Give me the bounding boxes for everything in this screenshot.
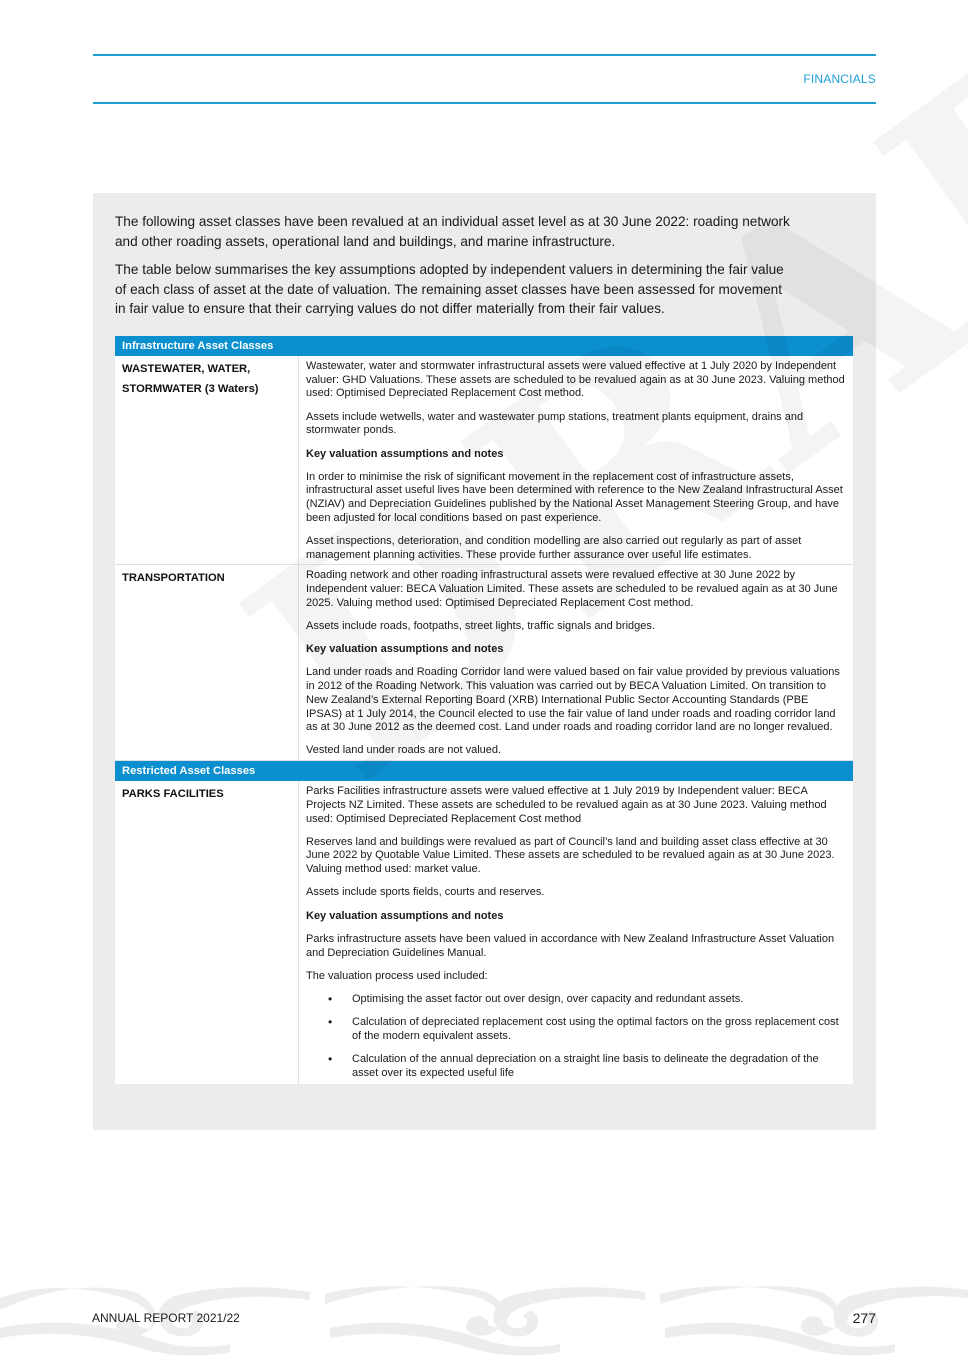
list-item: • Optimising the asset factor out over design, over capacity and redundant assets. bbox=[306, 993, 846, 1007]
detail-paragraph: Land under roads and Roading Corridor land were valued based on fair value provided by previous valuations in 2012 of the Roading Network. This valuation was carried out by BECA Valuation Limited. On transition to New Zealand’s External Reporting Board (XRB) International Public Sector Accounting Standards (PBE IPSAS) at 1 July 2014, the Council elected to use the fair value of land under roads and roading corridor land as at 30 June 2012 as the deemed cost. Land under roads and roading corridor land are no longer revalued. bbox=[306, 666, 840, 734]
detail-paragraph: Vested land under roads are not valued. bbox=[306, 744, 502, 757]
table-row-parks bbox=[115, 781, 853, 1084]
detail-paragraph: Assets include sports fields, courts and reserves. bbox=[306, 886, 545, 899]
row-label: PARKS FACILITIES bbox=[115, 781, 299, 1084]
detail-paragraph: Assets include wetwells, water and wastewater pump stations, treatment plants equipment, drains and stormwater ponds. bbox=[306, 410, 804, 437]
detail-paragraph: Asset inspections, deterioration, and condition modelling are also carried out regularly as part of asset management planning activities. These provide further assurance over useful life estimates. bbox=[306, 535, 802, 561]
detail-paragraph: Roading network and other roading infrastructural assets were revalued effective at 30 June 2022 by Independent valuer: BECA Valuation Limited. These assets are scheduled to be revalued again as at 30 June 2025. Valuing method used: Optimised Depreciated Replacement Cost method. bbox=[306, 569, 838, 609]
row-details bbox=[299, 781, 853, 1084]
valuation-process-list bbox=[306, 993, 846, 1081]
list-item: • Calculation of depreciated replacement cost using the optimal factors on the gross replacement cost of the modern equivalent assets. bbox=[306, 1016, 846, 1043]
list-item: • Calculation of the annual depreciation on a straight line basis to delineate the degradation of the asset over its expected useful life bbox=[306, 1053, 846, 1080]
intro-paragraph-2: The table below summarises the key assumptions adopted by independent valuers in determining the fair value of each class of asset at the date of valuation. The remaining asset classes have been assessed for movement in fair value to ensure that their carrying values do not differ materially from their fair values. bbox=[115, 262, 784, 316]
detail-paragraph: Parks Facilities infrastructure assets were valued effective at 1 July 2019 by Independent valuer: BECA Projects NZ Limited. These assets are scheduled to be revalued again as at 30 June 2023. Valuing method used: Optimised Depreciated Replacement Cost method bbox=[306, 785, 827, 825]
section-label: FINANCIALS bbox=[803, 72, 876, 86]
detail-paragraph: In order to minimise the risk of significant movement in the replacement cost of infrastructure assets, infrastructural asset useful lives have been determined with reference to the New Zealand Infrastructural Asset (NZIAV) and Depreciation Guidelines published by the National Asset Management Steering Group, and have been adjusted for local conditions based on past experience. bbox=[306, 470, 843, 524]
row-details bbox=[299, 356, 853, 564]
key-assumptions-heading: Key valuation assumptions and notes bbox=[306, 643, 504, 656]
detail-paragraph: Wastewater, water and stormwater infrastructural assets were valued effective at 1 July 2020 by Independent valuer: GHD Valuations. These assets are scheduled to be revalued again as at 30 June 2023. Valuing method used: Optimised Depreciated Replacement Cost method. bbox=[306, 360, 845, 400]
infrastructure-heading: Infrastructure Asset Classes bbox=[115, 336, 853, 356]
key-assumptions-heading: Key valuation assumptions and notes bbox=[306, 909, 504, 922]
footer-report-title: ANNUAL REPORT 2021/22 bbox=[92, 1311, 240, 1325]
valuation-table bbox=[115, 336, 853, 1084]
row-label-line-2: STORMWATER (3 Waters) bbox=[122, 382, 259, 395]
restricted-heading: Restricted Asset Classes bbox=[115, 761, 853, 781]
intro-paragraph-1: The following asset classes have been revalued at an individual asset level as at 30 June 2022: roading network and other roading assets, operational land and buildings, and marine infrastructure. bbox=[115, 214, 790, 249]
detail-paragraph: Reserves land and buildings were revalued as part of Council’s land and building asset class effective at 30 June 2022 by Quotable Value Limited. These assets are scheduled to be revalued again as at 30 June 2023. Valuing method used: market value. bbox=[306, 835, 835, 876]
row-details bbox=[299, 565, 853, 760]
row-label: TRANSPORTATION bbox=[115, 565, 299, 760]
table-row-transportation bbox=[115, 565, 853, 761]
detail-paragraph: Assets include roads, footpaths, street lights, traffic signals and bridges. bbox=[306, 620, 655, 633]
row-label bbox=[115, 356, 299, 564]
row-label-line-1: WASTEWATER, WATER, bbox=[122, 363, 251, 375]
detail-paragraph: The valuation process used included: bbox=[306, 969, 488, 982]
header-rule-top bbox=[93, 54, 876, 56]
page-number: 277 bbox=[852, 1310, 876, 1326]
key-assumptions-heading: Key valuation assumptions and notes bbox=[306, 447, 504, 460]
header-rule-bottom bbox=[93, 102, 876, 104]
detail-paragraph: Parks infrastructure assets have been valued in accordance with New Zealand Infrastructure Asset Valuation and Depreciation Guidelines Manual. bbox=[306, 932, 835, 959]
table-row-three-waters bbox=[115, 356, 853, 565]
